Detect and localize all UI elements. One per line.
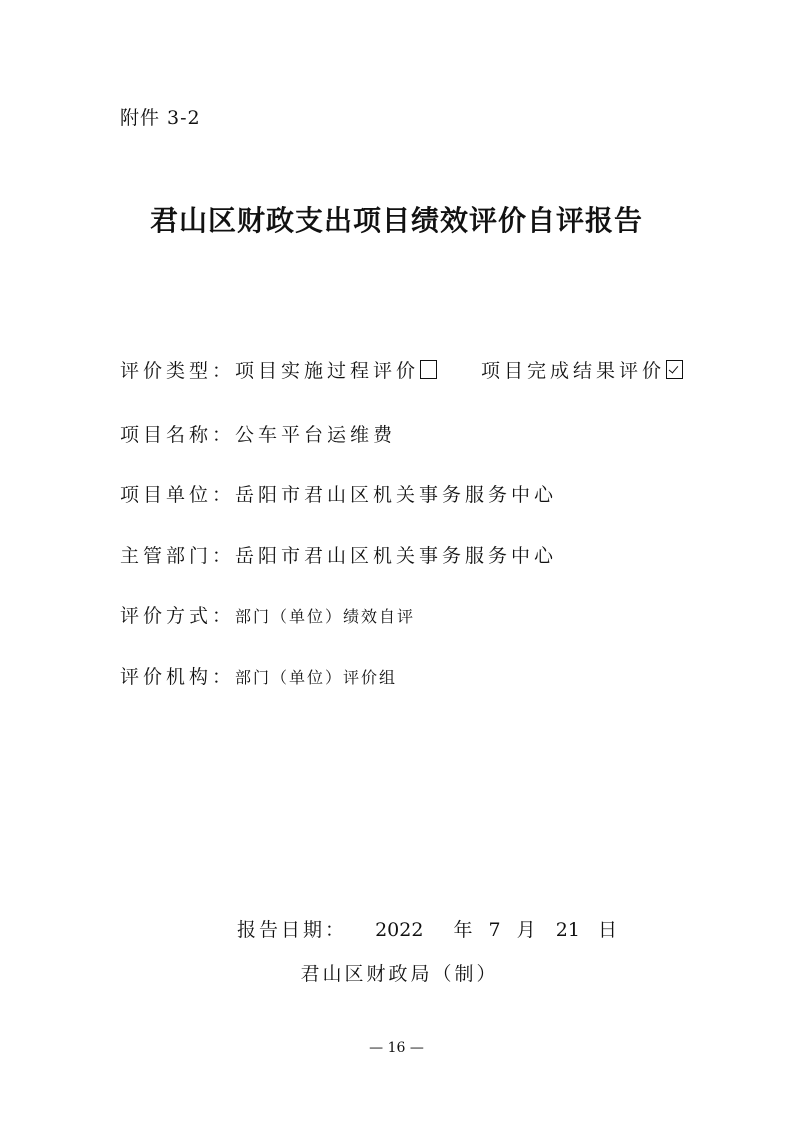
eval-type-option-process	[235, 356, 437, 383]
supervisor-label: 主管部门：	[120, 545, 236, 567]
project-unit-label: 项目单位：	[120, 484, 236, 506]
report-date-year: 2022	[375, 919, 424, 941]
eval-org-label: 评价机构：	[120, 666, 236, 688]
eval-method-row	[120, 601, 415, 628]
project-name-row	[120, 420, 396, 447]
project-unit-row	[120, 480, 557, 507]
report-date-month: 7	[488, 919, 501, 941]
project-name-value: 公车平台运维费	[235, 424, 397, 446]
report-date-label: 报告日期：	[237, 919, 348, 941]
process-eval-checkbox	[420, 360, 437, 379]
supervisor-row	[120, 541, 557, 568]
project-unit-value: 岳阳市君山区机关事务服务中心	[235, 484, 558, 506]
eval-org-value: 部门（单位）评价组	[235, 668, 398, 687]
report-date-month-unit: 月	[516, 919, 536, 941]
eval-method-value: 部门（单位）绩效自评	[235, 607, 416, 626]
eval-type-option-process-label: 项目实施过程评价	[235, 360, 420, 382]
eval-type-option-result-label: 项目完成结果评价	[481, 360, 666, 382]
report-date-day-unit: 日	[597, 919, 617, 941]
result-eval-checkbox	[666, 360, 683, 379]
report-date	[237, 915, 617, 942]
project-name-label: 项目名称：	[120, 424, 236, 446]
supervisor-value: 岳阳市君山区机关事务服务中心	[235, 545, 558, 567]
report-date-day: 21	[555, 919, 580, 941]
document-title: 君山区财政支出项目绩效评价自评报告	[149, 204, 643, 237]
page-number: — 16 —	[369, 1040, 424, 1056]
eval-type-label: 评价类型：	[120, 360, 236, 382]
issuer: 君山区财政局（制）	[300, 963, 499, 985]
attachment-label: 附件 3-2	[120, 107, 201, 129]
eval-type-row	[120, 356, 683, 383]
report-date-year-unit: 年	[453, 919, 473, 941]
eval-type-option-result	[481, 356, 683, 383]
eval-method-label: 评价方式：	[120, 605, 236, 627]
eval-org-row	[120, 662, 397, 689]
